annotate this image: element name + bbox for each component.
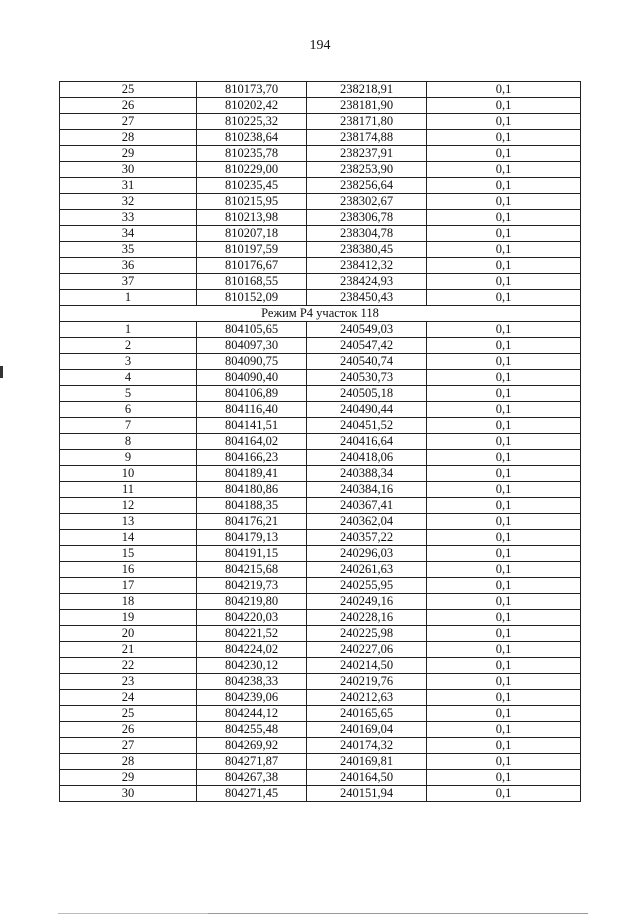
y-coordinate-cell: 240255,95 (307, 578, 427, 594)
y-coordinate-cell: 240151,94 (307, 786, 427, 802)
table-row (60, 146, 581, 162)
accuracy-cell: 0,1 (427, 706, 581, 722)
x-coordinate-cell: 804180,86 (197, 482, 307, 498)
scan-edge-line (58, 913, 208, 914)
point-number-cell: 33 (60, 210, 197, 226)
table-row (60, 386, 581, 402)
x-coordinate-cell: 804238,33 (197, 674, 307, 690)
table-row (60, 82, 581, 98)
table-row (60, 786, 581, 802)
x-coordinate-cell: 804230,12 (197, 658, 307, 674)
point-number-cell: 23 (60, 674, 197, 690)
table-row (60, 754, 581, 770)
accuracy-cell: 0,1 (427, 562, 581, 578)
x-coordinate-cell: 804224,02 (197, 642, 307, 658)
table-row (60, 226, 581, 242)
x-coordinate-cell: 810207,18 (197, 226, 307, 242)
point-number-cell: 31 (60, 178, 197, 194)
point-number-cell: 14 (60, 530, 197, 546)
y-coordinate-cell: 240547,42 (307, 338, 427, 354)
x-coordinate-cell: 804176,21 (197, 514, 307, 530)
x-coordinate-cell: 810235,45 (197, 178, 307, 194)
x-coordinate-cell: 804188,35 (197, 498, 307, 514)
y-coordinate-cell: 240225,98 (307, 626, 427, 642)
table-row (60, 194, 581, 210)
y-coordinate-cell: 238450,43 (307, 290, 427, 306)
accuracy-cell: 0,1 (427, 482, 581, 498)
table-row (60, 162, 581, 178)
y-coordinate-cell: 240169,81 (307, 754, 427, 770)
point-number-cell: 19 (60, 610, 197, 626)
table-row (60, 466, 581, 482)
point-number-cell: 17 (60, 578, 197, 594)
accuracy-cell: 0,1 (427, 338, 581, 354)
point-number-cell: 6 (60, 402, 197, 418)
accuracy-cell: 0,1 (427, 226, 581, 242)
x-coordinate-cell: 804244,12 (197, 706, 307, 722)
table-row (60, 418, 581, 434)
table-row (60, 610, 581, 626)
y-coordinate-cell: 238256,64 (307, 178, 427, 194)
accuracy-cell: 0,1 (427, 98, 581, 114)
table-row (60, 674, 581, 690)
coordinates-table (59, 81, 581, 802)
point-number-cell: 29 (60, 770, 197, 786)
point-number-cell: 4 (60, 370, 197, 386)
y-coordinate-cell: 238304,78 (307, 226, 427, 242)
accuracy-cell: 0,1 (427, 466, 581, 482)
accuracy-cell: 0,1 (427, 594, 581, 610)
x-coordinate-cell: 804116,40 (197, 402, 307, 418)
point-number-cell: 26 (60, 722, 197, 738)
x-coordinate-cell: 804255,48 (197, 722, 307, 738)
x-coordinate-cell: 810197,59 (197, 242, 307, 258)
y-coordinate-cell: 240165,65 (307, 706, 427, 722)
x-coordinate-cell: 804271,45 (197, 786, 307, 802)
point-number-cell: 28 (60, 130, 197, 146)
table-body-top (60, 82, 581, 306)
y-coordinate-cell: 240227,06 (307, 642, 427, 658)
accuracy-cell: 0,1 (427, 786, 581, 802)
x-coordinate-cell: 804090,40 (197, 370, 307, 386)
y-coordinate-cell: 240357,22 (307, 530, 427, 546)
table-row (60, 738, 581, 754)
table-row (60, 354, 581, 370)
y-coordinate-cell: 240367,41 (307, 498, 427, 514)
y-coordinate-cell: 240169,04 (307, 722, 427, 738)
accuracy-cell: 0,1 (427, 258, 581, 274)
table-row (60, 530, 581, 546)
y-coordinate-cell: 240261,63 (307, 562, 427, 578)
y-coordinate-cell: 238302,67 (307, 194, 427, 210)
accuracy-cell: 0,1 (427, 354, 581, 370)
point-number-cell: 30 (60, 162, 197, 178)
x-coordinate-cell: 810238,64 (197, 130, 307, 146)
y-coordinate-cell: 238424,93 (307, 274, 427, 290)
accuracy-cell: 0,1 (427, 770, 581, 786)
table-row (60, 114, 581, 130)
y-coordinate-cell: 238181,90 (307, 98, 427, 114)
table-row (60, 546, 581, 562)
accuracy-cell: 0,1 (427, 738, 581, 754)
point-number-cell: 25 (60, 706, 197, 722)
x-coordinate-cell: 804189,41 (197, 466, 307, 482)
point-number-cell: 12 (60, 498, 197, 514)
x-coordinate-cell: 804219,73 (197, 578, 307, 594)
accuracy-cell: 0,1 (427, 290, 581, 306)
table-row (60, 322, 581, 338)
y-coordinate-cell: 238412,32 (307, 258, 427, 274)
accuracy-cell: 0,1 (427, 514, 581, 530)
accuracy-cell: 0,1 (427, 578, 581, 594)
table-row (60, 402, 581, 418)
point-number-cell: 9 (60, 450, 197, 466)
table-row (60, 130, 581, 146)
x-coordinate-cell: 810176,67 (197, 258, 307, 274)
table-row (60, 626, 581, 642)
x-coordinate-cell: 804215,68 (197, 562, 307, 578)
table-row (60, 450, 581, 466)
accuracy-cell: 0,1 (427, 754, 581, 770)
y-coordinate-cell: 238218,91 (307, 82, 427, 98)
table-row (60, 706, 581, 722)
accuracy-cell: 0,1 (427, 242, 581, 258)
x-coordinate-cell: 804097,30 (197, 338, 307, 354)
accuracy-cell: 0,1 (427, 418, 581, 434)
table-row (60, 498, 581, 514)
point-number-cell: 3 (60, 354, 197, 370)
y-coordinate-cell: 238174,88 (307, 130, 427, 146)
accuracy-cell: 0,1 (427, 322, 581, 338)
x-coordinate-cell: 810235,78 (197, 146, 307, 162)
x-coordinate-cell: 804141,51 (197, 418, 307, 434)
y-coordinate-cell: 240362,04 (307, 514, 427, 530)
accuracy-cell: 0,1 (427, 530, 581, 546)
x-coordinate-cell: 804166,23 (197, 450, 307, 466)
accuracy-cell: 0,1 (427, 162, 581, 178)
table-row (60, 594, 581, 610)
y-coordinate-cell: 240214,50 (307, 658, 427, 674)
point-number-cell: 34 (60, 226, 197, 242)
section-row (60, 306, 581, 322)
y-coordinate-cell: 240451,52 (307, 418, 427, 434)
accuracy-cell: 0,1 (427, 146, 581, 162)
table-row (60, 562, 581, 578)
table-row (60, 482, 581, 498)
point-number-cell: 8 (60, 434, 197, 450)
point-number-cell: 15 (60, 546, 197, 562)
accuracy-cell: 0,1 (427, 450, 581, 466)
accuracy-cell: 0,1 (427, 434, 581, 450)
y-coordinate-cell: 240164,50 (307, 770, 427, 786)
table-row (60, 178, 581, 194)
x-coordinate-cell: 804267,38 (197, 770, 307, 786)
point-number-cell: 28 (60, 754, 197, 770)
x-coordinate-cell: 810229,00 (197, 162, 307, 178)
x-coordinate-cell: 810152,09 (197, 290, 307, 306)
y-coordinate-cell: 238237,91 (307, 146, 427, 162)
point-number-cell: 7 (60, 418, 197, 434)
table-row (60, 370, 581, 386)
table-row (60, 690, 581, 706)
point-number-cell: 27 (60, 738, 197, 754)
x-coordinate-cell: 804106,89 (197, 386, 307, 402)
table-row (60, 770, 581, 786)
x-coordinate-cell: 810213,98 (197, 210, 307, 226)
accuracy-cell: 0,1 (427, 546, 581, 562)
y-coordinate-cell: 240540,74 (307, 354, 427, 370)
point-number-cell: 18 (60, 594, 197, 610)
x-coordinate-cell: 804220,03 (197, 610, 307, 626)
y-coordinate-cell: 238171,80 (307, 114, 427, 130)
accuracy-cell: 0,1 (427, 498, 581, 514)
accuracy-cell: 0,1 (427, 82, 581, 98)
table-row (60, 658, 581, 674)
table-row (60, 258, 581, 274)
point-number-cell: 2 (60, 338, 197, 354)
y-coordinate-cell: 240174,32 (307, 738, 427, 754)
x-coordinate-cell: 810225,32 (197, 114, 307, 130)
point-number-cell: 10 (60, 466, 197, 482)
point-number-cell: 1 (60, 290, 197, 306)
accuracy-cell: 0,1 (427, 642, 581, 658)
point-number-cell: 20 (60, 626, 197, 642)
coordinates-table-container (59, 81, 580, 802)
table-body-bottom (60, 322, 581, 802)
point-number-cell: 32 (60, 194, 197, 210)
page-number: 194 (309, 38, 331, 53)
point-number-cell: 27 (60, 114, 197, 130)
point-number-cell: 1 (60, 322, 197, 338)
x-coordinate-cell: 804269,92 (197, 738, 307, 754)
table-row (60, 642, 581, 658)
table-row (60, 722, 581, 738)
point-number-cell: 35 (60, 242, 197, 258)
y-coordinate-cell: 240296,03 (307, 546, 427, 562)
accuracy-cell: 0,1 (427, 674, 581, 690)
x-coordinate-cell: 810202,42 (197, 98, 307, 114)
accuracy-cell: 0,1 (427, 114, 581, 130)
point-number-cell: 37 (60, 274, 197, 290)
accuracy-cell: 0,1 (427, 370, 581, 386)
point-number-cell: 36 (60, 258, 197, 274)
table-row (60, 242, 581, 258)
accuracy-cell: 0,1 (427, 274, 581, 290)
x-coordinate-cell: 804179,13 (197, 530, 307, 546)
table-row (60, 210, 581, 226)
table-section (60, 306, 581, 322)
x-coordinate-cell: 810173,70 (197, 82, 307, 98)
x-coordinate-cell: 810215,95 (197, 194, 307, 210)
x-coordinate-cell: 804221,52 (197, 626, 307, 642)
y-coordinate-cell: 240384,16 (307, 482, 427, 498)
accuracy-cell: 0,1 (427, 178, 581, 194)
y-coordinate-cell: 240219,76 (307, 674, 427, 690)
y-coordinate-cell: 238253,90 (307, 162, 427, 178)
point-number-cell: 24 (60, 690, 197, 706)
y-coordinate-cell: 240530,73 (307, 370, 427, 386)
point-number-cell: 5 (60, 386, 197, 402)
accuracy-cell: 0,1 (427, 210, 581, 226)
accuracy-cell: 0,1 (427, 402, 581, 418)
y-coordinate-cell: 240418,06 (307, 450, 427, 466)
y-coordinate-cell: 240388,34 (307, 466, 427, 482)
table-row (60, 338, 581, 354)
accuracy-cell: 0,1 (427, 658, 581, 674)
accuracy-cell: 0,1 (427, 626, 581, 642)
x-coordinate-cell: 804090,75 (197, 354, 307, 370)
y-coordinate-cell: 240249,16 (307, 594, 427, 610)
x-coordinate-cell: 804271,87 (197, 754, 307, 770)
point-number-cell: 29 (60, 146, 197, 162)
x-coordinate-cell: 804105,65 (197, 322, 307, 338)
point-number-cell: 25 (60, 82, 197, 98)
point-number-cell: 26 (60, 98, 197, 114)
point-number-cell: 22 (60, 658, 197, 674)
accuracy-cell: 0,1 (427, 722, 581, 738)
accuracy-cell: 0,1 (427, 386, 581, 402)
x-coordinate-cell: 804239,06 (197, 690, 307, 706)
table-row (60, 434, 581, 450)
accuracy-cell: 0,1 (427, 194, 581, 210)
x-coordinate-cell: 804219,80 (197, 594, 307, 610)
table-row (60, 290, 581, 306)
table-row (60, 274, 581, 290)
y-coordinate-cell: 240228,16 (307, 610, 427, 626)
section-title: Режим Р4 участок 118 (60, 306, 581, 322)
point-number-cell: 30 (60, 786, 197, 802)
accuracy-cell: 0,1 (427, 130, 581, 146)
accuracy-cell: 0,1 (427, 610, 581, 626)
y-coordinate-cell: 240416,64 (307, 434, 427, 450)
table-row (60, 578, 581, 594)
x-coordinate-cell: 804191,15 (197, 546, 307, 562)
table-row (60, 514, 581, 530)
y-coordinate-cell: 238380,45 (307, 242, 427, 258)
point-number-cell: 13 (60, 514, 197, 530)
point-number-cell: 21 (60, 642, 197, 658)
x-coordinate-cell: 804164,02 (197, 434, 307, 450)
scan-edge-line (208, 913, 588, 914)
y-coordinate-cell: 238306,78 (307, 210, 427, 226)
accuracy-cell: 0,1 (427, 690, 581, 706)
scan-mark (0, 366, 3, 378)
table-row (60, 98, 581, 114)
y-coordinate-cell: 240212,63 (307, 690, 427, 706)
x-coordinate-cell: 810168,55 (197, 274, 307, 290)
y-coordinate-cell: 240549,03 (307, 322, 427, 338)
y-coordinate-cell: 240505,18 (307, 386, 427, 402)
y-coordinate-cell: 240490,44 (307, 402, 427, 418)
point-number-cell: 16 (60, 562, 197, 578)
point-number-cell: 11 (60, 482, 197, 498)
